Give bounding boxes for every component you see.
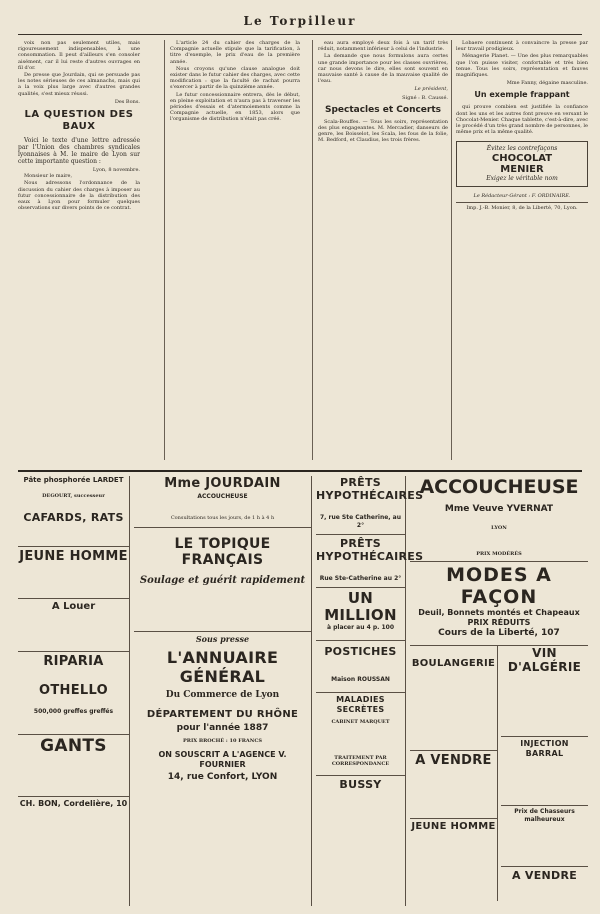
divider [410,561,588,562]
ad-heading: L'ANNUAIRE GÉNÉRAL [166,648,279,686]
ad-line: à placer au 4 p. 100 [326,624,395,631]
signature: Mme Fanny, dégaine masculine. [506,80,588,87]
ad-heading: Pâte phosphorée LARDET [23,476,124,484]
divider [316,587,405,588]
ad-heading: A VENDRE [511,869,578,882]
ad-line: PRIX RÉDUITS [467,618,531,627]
divider [501,805,588,806]
ad-line: 500,000 greffes greffés [33,708,114,715]
article-text: voix non pas seulement utiles, mais rigoureusement indispensables, à une consommation. Il peut d'ailleurs s'en consoler aisément, car il lui reste d'autres ouvrages en fil d'or. [18,40,140,71]
ad-line: Sous presse [195,634,250,644]
ads-section-rule [18,470,582,472]
ad-line: Évitez les contrefaçons [486,145,558,153]
ad-line: CABINET MARQUET [331,719,390,725]
ad-line: Deuil, Bonnets montés et Chapeaux [418,608,580,617]
column-divider [312,40,313,460]
signature: Des Bons. [114,98,140,105]
ad-line: TRAITEMENT PAR CORRESPONDANCE [331,755,390,767]
ad-heading: A Louer [51,601,96,612]
article-text: Lobaere continuent à convaincre la presse par leur travail prodigieux. [456,40,588,53]
article-text: Le futur concessionnaire entrera, dès le début, en pleine exploitation et n'aura pas à traverser les périodes d'essais et d'atermoiements comme la Compagnie actuelle, en 1853, alors que l'organisme de distribution n'était pas créé. [170,91,300,123]
column-3 [318,40,448,460]
ad-heading: PRÊTS [340,476,381,489]
ad-line: ACCOUCHEUSE [197,493,248,500]
ad-heading: MODES A FAÇON [446,564,552,608]
divider [501,866,588,867]
masthead: Le Torpilleur [243,14,357,28]
article-text: Scala-Bouffes. — Tous les soirs, représentation des plus engageantes. M. Mercadier, danseurs de genre, les Boisselot, les Scala, les fous de la folie, M. Bedford, et Claudius, les trois frères. [318,118,448,144]
ad-line: 7, rue Ste Catherine, au 2° [320,514,401,529]
signature-name: Signé : B. Caussé. [402,94,448,101]
divider [316,775,405,776]
ad-heading: DÉPARTEMENT DU RHÔNE [146,709,299,720]
divider [316,692,405,693]
article-text: qui prouve combien est justifiée la confiance dont les uns et les autres font preuve en versant le Chocolat-Menier. Chaque tablette, c'est-à-dire, avec le procédé d'un très grand nombre de personnes, le même prix et la même qualité. [456,104,588,136]
dateline: Lyon, 8 novembre. [92,167,140,174]
ads-column-4 [410,476,588,906]
column-4 [456,40,588,460]
article-text: Nous croyons qu'une clause analogue doit exister dans le futur cahier des charges, avec cette modification : que la faculté de rachat pourra s'exercer à partir de la quinzième année. [170,65,300,91]
ad-line: Du Commerce de Lyon [165,690,280,700]
ads-column-1 [18,476,130,906]
article-text: L'article 24 du cahier des charges de la Compagnie actuelle stipule que la tarification, à titre d'exemple, le prix d'eau de la première année. [170,40,300,65]
ad-heading: UN MILLION [324,589,397,624]
ad-heading: POSTICHES [324,645,397,658]
ads-column-3 [316,476,424,906]
ad-line: Exigez le véritable nom [486,175,558,183]
article-heading: LA QUESTION DES BAUX [24,109,134,133]
ad-heading: HYPOTHÉCAIRES [316,489,424,502]
ad-heading: INJECTION BARRAL [520,739,569,758]
ad-heading: BUSSY [339,778,382,791]
ad-heading: Mme JOURDAIN [164,476,281,491]
column-divider [451,40,452,460]
ads-subcolumn-left [410,646,498,901]
ad-heading: CAFARDS, RATS [23,511,124,524]
ad-heading: ACCOUCHEUSE [419,476,579,498]
ad-heading: HYPOTHÉCAIRES [316,550,424,563]
divider [316,534,405,535]
ad-line: LYON [491,525,507,531]
section-heading: Un exemple frappant [474,90,570,100]
ad-heading: Prix de Chasseurs malheureux [514,808,575,823]
column-1 [18,40,140,460]
divider [410,750,497,751]
ad-line: pour l'année 1887 [176,723,269,733]
ad-line: Cours de la Liberté, 107 [438,628,560,638]
ad-heading: LE TOPIQUE FRANÇAIS [174,536,271,568]
article-text: Nous adressons l'ordonnance de la discussion du cahier des charges à imposer au futur concessionnaire de la distribution des eaux à Lyon pour formuler quelques observations sur divers points de ce contrat. [18,180,140,212]
ad-line: PRIX MODÉRÉS [476,551,522,557]
divider [316,640,405,641]
ad-line: Mme Veuve YVERNAT [444,504,554,514]
article-text: Ménagerie Planet. — Une des plus remarquables que l'on puisse visiter, confortable et très bien tenue. Tous les soirs, représentation et fauves magnifiques. [456,53,588,79]
divider [18,598,129,599]
ad-heading: JEUNE HOMME [411,821,496,832]
article-intro: Voici le texte d'une lettre adressée par l'Union des chambres syndicales lyonnaises à M. le maire de Lyon sur cette importante question : [18,137,140,166]
divider [18,734,129,735]
ad-heading: RIPARIA [43,654,104,669]
divider [18,546,129,547]
masthead-rule [18,34,582,35]
divider [18,651,129,652]
divider [501,736,588,737]
ad-heading: OTHELLO [39,683,108,698]
ad-heading: JEUNE HOMME [19,549,128,564]
ad-title: MENIER [500,164,544,176]
ads-column-2 [134,476,312,906]
salutation: Monsieur le maire, [24,173,73,180]
ad-tagline: Soulage et guérit rapidement [139,575,306,586]
ad-heading: CH. BON, Cordelière, 10 [19,799,128,808]
ad-heading: BOULANGERIE [411,658,496,669]
divider [456,202,588,203]
column-divider [164,40,165,460]
article-text: La demande que nous formulons aura certes une grande importance pour les classes ouvrières, car nous devons le dire, elles sont souvent en mauvaise santé à cause de la mauvaise qualité de l'eau. [318,53,448,85]
ad-heading: MALADIES SECRÈTES [336,695,385,714]
article-text: De presse que Jourdain, qui se persuade pas les notes sérieuses de ces almanachs, mais qui a la voix plus large avec d'autres grandes qualités, s'est mieux réussi. [18,72,140,97]
divider [134,527,311,528]
signature-role: Le président, [414,86,448,93]
column-2 [170,40,300,460]
article-text: eau aura employé deux fois à un tarif très réduit, notamment inférieur à celui de l'industrie. [318,40,448,53]
ad-title: CHOCOLAT [491,153,553,165]
chocolat-menier-ad [456,141,588,187]
divider [134,631,311,632]
editor-credit: Le Rédacteur-Gérant : F. ORDINAIRE. [473,193,571,200]
ad-line: Consultations tous les jours, de 1 h à 4 h [170,515,275,521]
ad-line: 14, rue Confort, LYON [167,772,278,782]
ad-heading: A VENDRE [415,753,492,768]
divider [18,796,129,797]
ad-line: Maison ROUSSAN [331,676,390,683]
ad-line: DEGOURT, successeur [42,493,105,499]
ads-subcolumn-right [501,646,588,901]
printer-credit: Imp. J.-B. Monier, 8, de la Liberté, 70, Lyon. [466,204,578,211]
ad-line: PRIX BROCHÉ : 10 FRANCS [183,738,262,744]
section-heading: Spectacles et Concerts [324,104,442,115]
ad-line: Rue Ste-Catherine au 2° [319,575,402,582]
divider [410,818,497,819]
ad-line: ON SOUSCRIT A L'AGENCE V. FOURNIER [158,750,287,769]
ad-heading: GANTS [40,736,107,756]
ad-heading: VIN D'ALGÉRIE [507,646,582,674]
ad-heading: PRÊTS [340,537,381,550]
